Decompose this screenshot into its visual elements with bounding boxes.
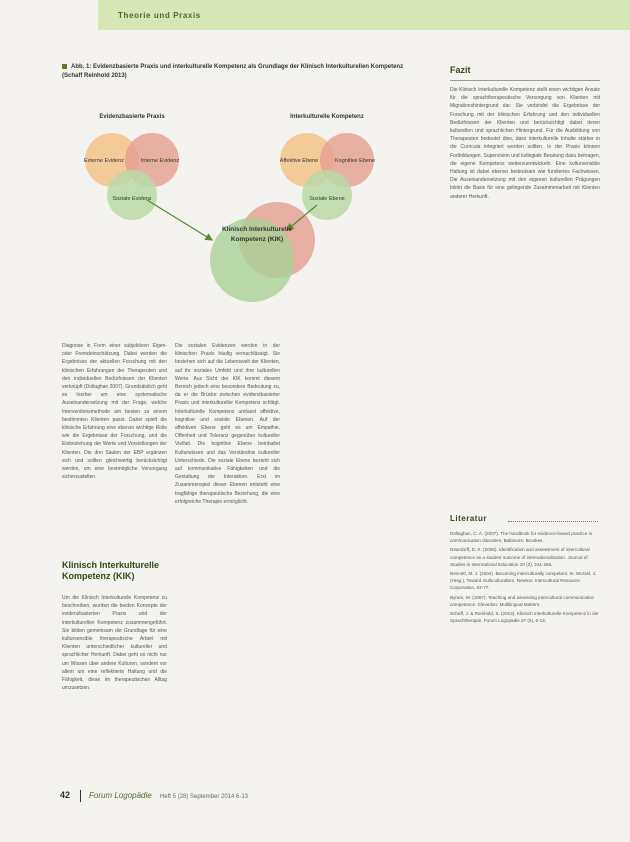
literature-divider: [508, 521, 598, 522]
literature-item: Bennett, M. J. (2004). Becoming interculturally competent. In: Wurzel, J. (Hrsg.), Toward multiculturalism. Newton: Intercultural Resource Corporation, 62-77.: [450, 571, 597, 591]
arrow-left: [147, 200, 212, 240]
fazit-divider: [450, 80, 600, 81]
caption-bullet-icon: [62, 64, 67, 69]
left-bottom-paragraph: Um die Klinisch Interkulturelle Kompetenz zu beschreiben, wurden die beiden Konzepte der evidenzbasierten Praxis und der interkulturellen Kompetenz zusammengeführt. Sie bilden gemeinsam die Grundlage für eine kultursensible therapeutische Arbeit mit Klienten unterschiedlicher kultureller und sprachlicher Herkunft. Dabei geht es nicht nur um Wissen über andere Kulturen, sondern vor allem um eine reflektierte Haltung und die Fähigkeit, diese im therapeutischen Alltag umzusetzen.: [62, 595, 167, 692]
left-top-paragraph: Diagnose in Form einer subjektiven Eigen- oder Fremdeinschätzung. Dabei werden die Ergebnisse der aktuellen Forschung mit den klinischen Erfahrungen der Therapeuten und den individuellen Bedürfnissen der Klienten verknüpft (Dollaghan 2007). Grundsätzlich geht es hierbei um eine systematische Auseinandersetzung mit der Frage, welche Interventionsmethode am besten zu einem bestimmten Klienten passt. Dabei spielt die klinische Erfahrung eine ebenso wichtige Rolle wie die Ergebnisse der Forschung, und die Einbeziehung der Werte und Vorstellungen der Klienten. Die drei Säulen der EBP ergänzen sich und sollten gleichwertig berücksichtigt werden, um eine bestmögliche Versorgung sicherzustellen.: [62, 343, 167, 481]
page-footer: [60, 790, 248, 802]
middle-column: [175, 342, 280, 506]
label-external-evidence: Externe Evidenz: [83, 158, 125, 164]
left-column-top: [62, 342, 167, 481]
literature-heading: Literatur: [450, 514, 487, 523]
center-label-wrapper: [212, 225, 302, 270]
label-social-level: Soziale Ebene: [309, 196, 345, 202]
label-affective-level: Affektive Ebene: [279, 158, 319, 164]
middle-paragraph: Die sozialen Evidenzen werden in der klinischen Praxis häufig vernachlässigt. Sie beziehen sich auf die Lebenswelt der Klienten, auf ihr soziales Umfeld und ihre kulturellen Werte. Aus Sicht der KIK kommt diesem Bereich jedoch eine besondere Bedeutung zu, da er die Brücke zwischen evidenzbasierter Praxis und interkultureller Kompetenz schlägt. Interkulturelle Kompetenz umfasst affektive, kognitive und soziale Ebenen. Auf der affektiven Ebene geht es um Empathie, Offenheit und Toleranz gegenüber kultureller Vielfalt. Die kognitive Ebene beinhaltet Kulturwissen und das Verständnis kultureller Unterschiede. Die soziale Ebene bezieht sich auf kommunikative Fähigkeiten und die Gestaltung der Interaktion. Erst im Zusammenspiel dieser Ebenen entsteht eine tragfähige therapeutische Beziehung, die eine erfolgreiche Therapie ermöglicht.: [175, 343, 280, 505]
literature-item: Deardorff, D. K. (2006). Identification and assessment of intercultural competence as a student outcome of internationalization. Journal of Studies in International Education 10 (3), 241-266.: [450, 547, 590, 567]
page-number: 42: [60, 790, 71, 801]
label-social-evidence: Soziale Evidenz: [112, 196, 152, 202]
literature-item: Dollaghan, C. A. (2007). The handbook for evidence-based practice in communication disorders. Baltimore: Brookes.: [450, 531, 593, 544]
label-internal-evidence: Interne Evidenz: [140, 158, 180, 164]
literature-list: [450, 530, 600, 626]
label-cognitive-level: Kognitive Ebene: [334, 158, 376, 164]
section-title: Theorie und Praxis: [118, 11, 201, 20]
kik-heading: Klinisch Interkulturelle Kompetenz (KIK): [62, 560, 160, 581]
circle-social-evidence: [107, 170, 157, 220]
fazit-heading: Fazit: [450, 65, 471, 75]
footer-separator: [80, 790, 81, 802]
left-column-bottom: [62, 594, 167, 692]
figure-diagram: [62, 90, 417, 340]
literature-item: Byram, M. (1997). Teaching and assessing intercultural communicative competence. Clevedon: Multilingual Matters.: [450, 594, 594, 607]
circle-social-level: [302, 170, 352, 220]
figure-caption: [62, 63, 417, 81]
right-group-title: Interkulturelle Kompetenz: [290, 114, 364, 120]
figure-caption-text: Abb. 1: Evidenzbasierte Praxis und interkulturelle Kompetenz als Grundlage der Klinisch Interkulturellen Kompetenz (Schaff Reinhold 2013): [62, 64, 404, 79]
right-column: [450, 86, 600, 201]
footer-brand: Forum Logopädie: [89, 791, 152, 801]
left-group-title: Evidenzbasierte Praxis: [99, 114, 165, 120]
right-paragraph: Die Klinisch Interkulturelle Kompetenz stellt einen wichtigen Ansatz für die sprachtherapeutische Versorgung von Klienten mit Migrationshintergrund dar. Sie verbindet die Ergebnisse der Forschung mit der klinischen Erfahrung und den individuellen Bedürfnissen der Klienten und berücksichtigt dabei deren kulturellen und sprachlichen Hintergrund. Für die Ausbildung von Therapeuten bedeutet dies, dass interkulturelle Inhalte stärker in die Curricula integriert werden sollten. In der Praxis können Fortbildungen, Supervision und kollegiale Beratung dazu beitragen, die eigene Kompetenz weiterzuentwickeln. Eine kultursensible Haltung ist dabei ebenso bedeutsam wie fundiertes Fachwissen. Die Auseinandersetzung mit den eigenen kulturellen Prägungen bildet die Basis für eine gelingende Zusammenarbeit mit Klienten anderer Herkunft.: [450, 87, 600, 200]
footer-issue: Heft 5 (28) September 2014 6-13: [159, 794, 249, 801]
literature-item: Schaff, J. & Reinhold, S. (2013). Klinisch Interkulturelle Kompetenz in der Sprachtherapie. Forum Logopädie 27 (5), 6-13.: [450, 611, 599, 624]
venn-diagram: [62, 90, 417, 340]
center-label: Klinisch Interkulturelle Kompetenz (KIK): [221, 226, 293, 243]
